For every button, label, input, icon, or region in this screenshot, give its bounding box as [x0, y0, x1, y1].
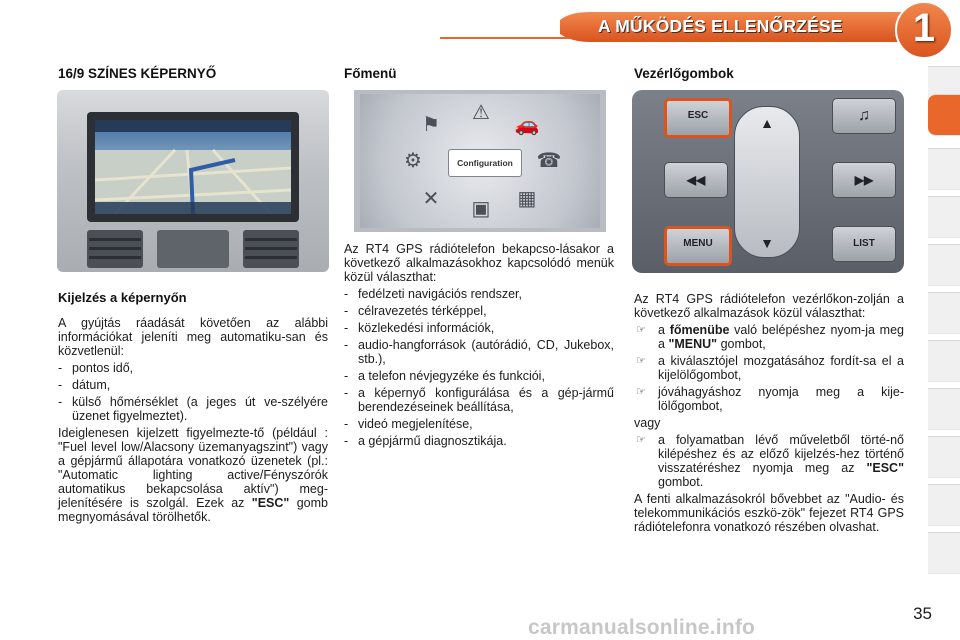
controls-photo: [632, 90, 904, 273]
chapter-tab[interactable]: [928, 340, 960, 382]
list-item: - audio-hangforrások (autórádió, CD, Jukebox, stb.),: [344, 338, 614, 366]
pointing-hand-icon: ☞: [636, 324, 646, 336]
section-title-display: 16/9 SZÍNES KÉPERNYŐ: [58, 66, 217, 81]
pointing-hand-icon: ☞: [636, 386, 646, 398]
list-item: - a képernyő konfigurálása és a gép-jármű berendezéseinek beállítása,: [344, 386, 614, 414]
list-item: ☞ a kiválasztójel mozgatásához fordít-sa el a kijelölőgombot,: [636, 354, 904, 382]
nav-map-screen: [95, 120, 291, 214]
list-item: ☞ jóváhagyáshoz nyomja meg a kije-lölőgombot,: [636, 385, 904, 413]
display-items-list: [58, 361, 328, 423]
main-menu-intro: Az RT4 GPS rádiótelefon bekapcso-lásakor a következő alkalmazásokhoz kapcsolódó menük közül választhat:: [344, 242, 614, 284]
main-menu-items-list: [344, 287, 614, 448]
configuration-menu-item[interactable]: Configuration: [448, 149, 522, 177]
menu-button[interactable]: MENU: [664, 226, 732, 266]
air-vent-left: [87, 230, 143, 268]
chapter-tab[interactable]: [928, 436, 960, 478]
rewind-icon: ◀◀: [686, 173, 706, 187]
controls-items-list-2: [634, 433, 904, 489]
list-item: - közlekedési információk,: [344, 321, 495, 335]
list-item: - célravezetés térképpel,: [344, 304, 487, 318]
chapter-tab[interactable]: [928, 388, 960, 430]
selector-knob[interactable]: [734, 106, 800, 258]
dash-mark: -: [344, 386, 349, 400]
dash-mark: -: [344, 304, 349, 318]
dash-mark: -: [58, 361, 63, 375]
tools-icon: ✕: [422, 188, 440, 210]
chapter-tab[interactable]: [928, 244, 960, 286]
list-item: - videó megjelenítése,: [344, 417, 473, 431]
phone-icon: ☎: [536, 150, 562, 172]
section-title-controls: Vezérlőgombok: [634, 66, 734, 81]
dash-mark: -: [344, 321, 349, 335]
dash-mark: -: [58, 378, 63, 392]
main-menu-text-block: [344, 242, 614, 451]
rewind-button[interactable]: [664, 162, 728, 198]
music-button[interactable]: [832, 98, 896, 134]
chapter-number: 1: [912, 6, 936, 50]
chapter-tab[interactable]: [928, 532, 960, 574]
dash-mark: -: [344, 287, 349, 301]
list-button[interactable]: LIST: [832, 226, 896, 262]
dash-mark: -: [58, 395, 63, 409]
subsection-title-display-info: Kijelzés a képernyőn: [58, 290, 187, 305]
dash-mark: -: [344, 434, 349, 448]
display-text-block: [58, 316, 328, 527]
fast-forward-button[interactable]: [832, 162, 896, 198]
controls-items-list: [634, 323, 904, 413]
list-item: ☞ a folyamatban lévő műveletből törté-nő kilépéshez és az előző kijelzés-hez történő visszatéréshez nyomja meg az "ESC" gombot.: [636, 433, 905, 489]
controls-text-block: [634, 292, 904, 537]
music-note-icon: ♫: [858, 107, 870, 124]
chapter-tab[interactable]: [928, 484, 960, 526]
list-item: - a gépjármű diagnosztikája.: [344, 434, 507, 448]
list-item: ☞ a főmenübe való belépéshez nyom-ja meg a "MENU" gombot,: [636, 323, 904, 351]
display-intro: A gyújtás ráadását követően az alábbi információkat jeleníti meg automatiku-san és közvetlenül:: [58, 316, 328, 358]
nav-map-graphic: [95, 120, 291, 214]
list-item: - dátum,: [58, 378, 111, 392]
warning-icon: ⚠: [472, 102, 490, 124]
video-icon: ▣: [471, 198, 491, 220]
navigation-icon: ⚑: [422, 114, 440, 136]
pointing-hand-icon: ☞: [636, 434, 646, 446]
arrow-up-icon: ▲: [760, 115, 774, 131]
chapter-tab[interactable]: [928, 148, 960, 190]
display-paragraph: Ideiglenesen kijelzett figyelmezte-tő (például : "Fuel level low/Alacsony üzemanyagszint") vagy a gépjármű állapotára vonatkozó üzenetek (pl.: "Automatic lighting active/Fényszórók automatikus bekapcsolása aktív") meg-jelenítésére is szolgál. Ezek az "ESC" gomb megnyomásával törölhetők.: [58, 426, 328, 524]
car-icon: 🚗: [514, 114, 540, 136]
display-photo: [57, 90, 329, 272]
display-bezel: [87, 112, 299, 222]
main-menu-screen: [360, 94, 600, 228]
controls-intro: Az RT4 GPS rádiótelefon vezérlőkon-zolján a következő alkalmazások közül választhat:: [634, 292, 904, 320]
center-console: [157, 230, 229, 268]
list-item: - pontos idő,: [58, 361, 134, 375]
fast-forward-icon: ▶▶: [854, 173, 874, 187]
chapter-tabs: [928, 66, 960, 586]
chapter-tab-active[interactable]: [928, 94, 960, 136]
chapter-title: A MŰKÖDÉS ELLENŐRZÉSE: [598, 16, 843, 36]
page-number: 35: [913, 604, 932, 623]
arrow-down-icon: ▼: [760, 235, 774, 251]
dash-mark: -: [344, 417, 349, 431]
air-vent-right: [243, 230, 299, 268]
dash-mark: -: [344, 369, 349, 383]
dash-mark: -: [344, 338, 349, 352]
section-title-main-menu: Főmenü: [344, 66, 397, 81]
settings-icon: ⚙: [404, 150, 422, 172]
main-menu-photo: [354, 90, 606, 232]
watermark: carmanualsonline.info: [528, 616, 756, 639]
list-item: - a telefon névjegyzéke és funkciói,: [344, 369, 545, 383]
or-label: vagy: [634, 416, 661, 430]
controls-outro: A fenti alkalmazásokról bővebbet az "Audio- és telekommunikációs eszkö-zök" fejezet RT4 GPS rádiótelefonra vonatkozó részében olvashat.: [634, 492, 904, 534]
list-item: - fedélzeti navigációs rendszer,: [344, 287, 522, 301]
pointing-hand-icon: ☞: [636, 355, 646, 367]
esc-button[interactable]: ESC: [664, 98, 732, 138]
chapter-tab[interactable]: [928, 196, 960, 238]
audio-icon: ▦: [517, 188, 537, 210]
chapter-tab[interactable]: [928, 292, 960, 334]
list-item: - külső hőmérséklet (a jeges út ve-szélyére üzenet figyelmeztet).: [58, 395, 328, 423]
